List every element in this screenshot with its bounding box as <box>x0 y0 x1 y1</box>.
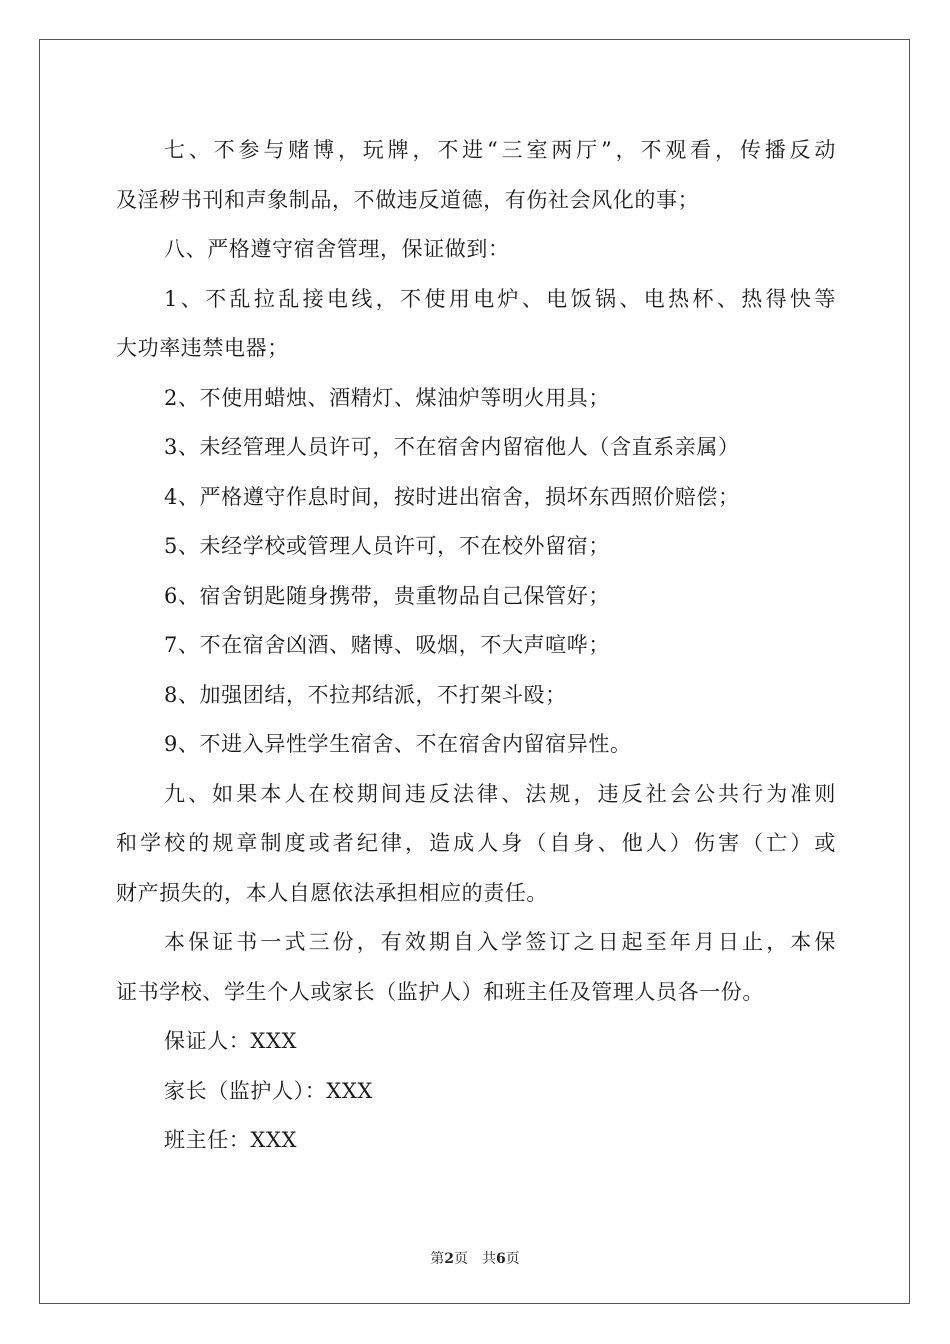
signature-teacher: 班主任：XXX <box>164 1128 298 1152</box>
paragraph-line: 1、不乱拉乱接电线，不使用电炉、电饭锅、电热杯、热得快等 <box>164 286 836 311</box>
paragraph-line: 9、不进入异性学生宿舍、不在宿舍内留宿异性。 <box>164 732 632 756</box>
paragraph-line: 6、宿舍钥匙随身携带，贵重物品自己保管好； <box>164 583 610 608</box>
paragraph-line: 和学校的规章制度或者纪律，造成人身（自身、他人）伤害（亡）或 <box>116 831 836 855</box>
signature-guarantor: 保证人：XXX <box>164 1029 298 1053</box>
paragraph-line: 4、严格遵守作息时间，按时进出宿舍，损坏东西照价赔偿； <box>164 484 740 509</box>
page-mid: 页 共 <box>454 1251 496 1267</box>
paragraph-line: 财产损失的，本人自愿依法承担相应的责任。 <box>116 880 548 905</box>
paragraph-line: 证书学校、学生个人或家长（监护人）和班主任及管理人员各一份。 <box>116 979 764 1004</box>
document-body <box>116 126 836 1166</box>
page-suffix: 页 <box>505 1251 520 1267</box>
page-current: 2 <box>444 1251 454 1267</box>
page-total: 6 <box>496 1251 506 1267</box>
paragraph-line: 及淫秽书刊和声象制品，不做违反道德，有伤社会风化的事； <box>116 187 700 212</box>
paragraph-line: 8、加强团结，不拉邦结派，不打架斗殴； <box>164 682 567 707</box>
signature-parent: 家长（监护人）：XXX <box>164 1078 373 1103</box>
paragraph-line: 八、严格遵守宿舍管理，保证做到： <box>164 237 510 261</box>
paragraph-line: 7、不在宿舍凶酒、赌博、吸烟，不大声喧哗； <box>164 633 610 657</box>
page-number-footer <box>0 1248 950 1268</box>
paragraph-line: 2、不使用蜡烛、酒精灯、煤油炉等明火用具； <box>164 385 610 410</box>
paragraph-line: 3、未经管理人员许可，不在宿舍内留宿他人（含直系亲属） <box>164 435 740 459</box>
paragraph-line: 九、如果本人在校期间违反法律、法规，违反社会公共行为准则 <box>164 781 836 806</box>
paragraph-line: 七、不参与赌博，玩牌，不进“三室两厅”，不观看，传播反动 <box>164 138 836 162</box>
paragraph-line: 5、未经学校或管理人员许可，不在校外留宿； <box>164 534 610 558</box>
paragraph-line: 大功率违禁电器； <box>116 336 289 360</box>
paragraph-line: 本保证书一式三份，有效期自入学签订之日起至年月日止，本保 <box>164 930 836 954</box>
page-prefix: 第 <box>430 1251 445 1267</box>
